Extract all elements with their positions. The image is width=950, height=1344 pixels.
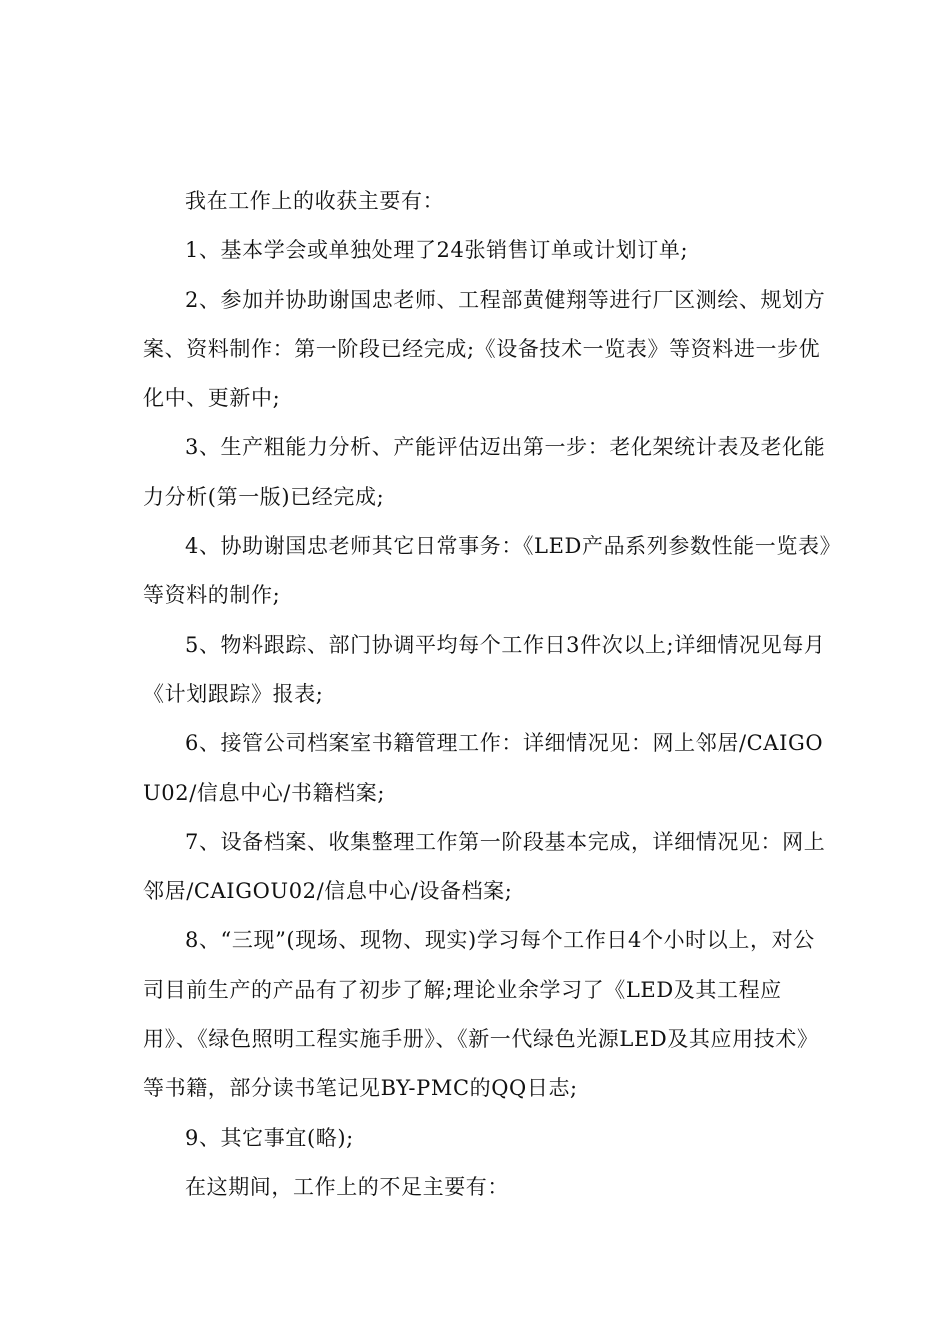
list-item-9: 9、其它事宜(略); bbox=[185, 1125, 354, 1150]
list-item-4: 4、协助谢国忠老师其它日常事务：《LED产品系列参数性能一览表》等资料的制作; bbox=[143, 534, 831, 608]
list-item-7: 7、设备档案、收集整理工作第一阶段基本完成，详细情况见：网上邻居/CAIGOU02/信息中心/设备档案; bbox=[143, 829, 826, 904]
list-item-3: 3、生产粗能力分析、产能评估迈出第一步：老化架统计表及老化能力分析(第一版)已经完成; bbox=[143, 435, 826, 509]
closing-paragraph: 在这期间，工作上的不足主要有： bbox=[185, 1174, 509, 1199]
list-item-1: 1、基本学会或单独处理了24张销售订单或计划订单; bbox=[185, 238, 689, 263]
document-body bbox=[143, 177, 833, 1212]
list-item-5: 5、物料跟踪、部门协调平均每个工作日3件次以上;详细情况见每月《计划跟踪》报表; bbox=[143, 632, 826, 706]
list-item-8: 8、“三现”(现场、现物、现实)学习每个工作日4个小时以上，对公司目前生产的产品有了初步了解;理论业余学习了《LED及其工程应用》、《绿色照明工程实施手册》、《新一代绿色光源LED及其应用技术》等书籍，部分读书笔记见BY-PMC的QQ日志; bbox=[143, 928, 819, 1101]
intro-paragraph: 我在工作上的收获主要有： bbox=[185, 189, 445, 213]
list-item-2: 2、参加并协助谢国忠老师、工程部黄健翔等进行厂区测绘、规划方案、资料制作：第一阶段已经完成;《设备技术一览表》等资料进一步优化中、更新中; bbox=[143, 287, 826, 411]
list-item-6: 6、接管公司档案室书籍管理工作：详细情况见：网上邻居/CAIGOU02/信息中心/书籍档案; bbox=[143, 731, 824, 805]
